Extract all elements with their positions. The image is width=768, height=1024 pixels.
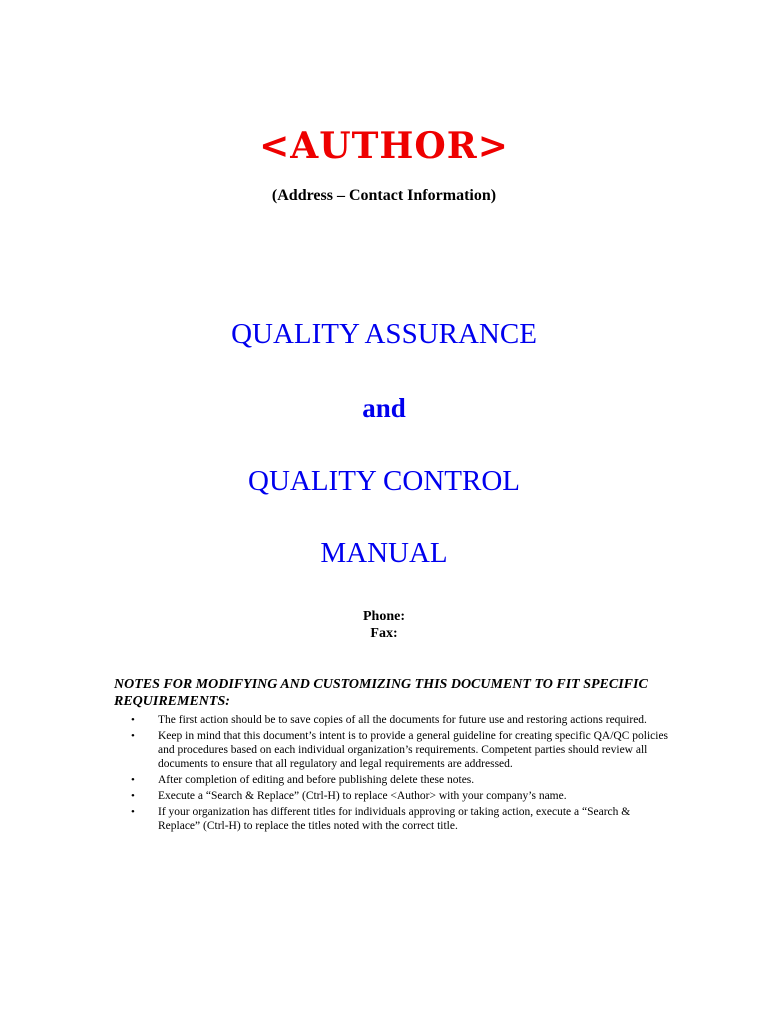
title-manual: MANUAL [320, 537, 448, 569]
list-item-text: Execute a “Search & Replace” (Ctrl-H) to replace <Author> with your company’s name. [158, 790, 567, 802]
list-item-text: If your organization has different titles for individuals approving or taking action, execute a “Search & Replace” (Ctrl-H) to replace the titles noted with the correct title. [158, 806, 631, 832]
list-item-text: Keep in mind that this document’s intent is to provide a general guideline for creating specific QA/QC policies and procedures based on each individual organization’s requirements. Competent parties should review all documents to ensure that all regulatory and legal requirements are addressed. [158, 730, 669, 770]
fax-label: Fax: [370, 626, 398, 641]
bullet-icon: • [131, 714, 135, 726]
list-item [114, 789, 674, 803]
list-item [114, 805, 674, 833]
author-title: <AUTHOR> [259, 125, 509, 167]
list-item [114, 773, 674, 787]
title-quality-assurance: QUALITY ASSURANCE [231, 318, 537, 350]
list-item [114, 729, 674, 771]
list-item-text: After completion of editing and before publishing delete these notes. [158, 774, 475, 786]
bullet-icon: • [131, 806, 135, 818]
list-item [114, 713, 674, 727]
phone-label: Phone: [363, 609, 405, 624]
address-contact-info: (Address – Contact Information) [271, 187, 497, 204]
notes-list [114, 713, 674, 835]
list-item-text: The first action should be to save copies of all the documents for future use and restoring actions required. [158, 714, 647, 726]
bullet-icon: • [131, 730, 135, 742]
bullet-icon: • [131, 790, 135, 802]
bullet-icon: • [131, 774, 135, 786]
title-and: and [362, 393, 406, 423]
notes-heading: NOTES FOR MODIFYING AND CUSTOMIZING THIS DOCUMENT TO FIT SPECIFIC REQUIREMENTS: [114, 677, 648, 709]
title-quality-control: QUALITY CONTROL [248, 465, 520, 497]
